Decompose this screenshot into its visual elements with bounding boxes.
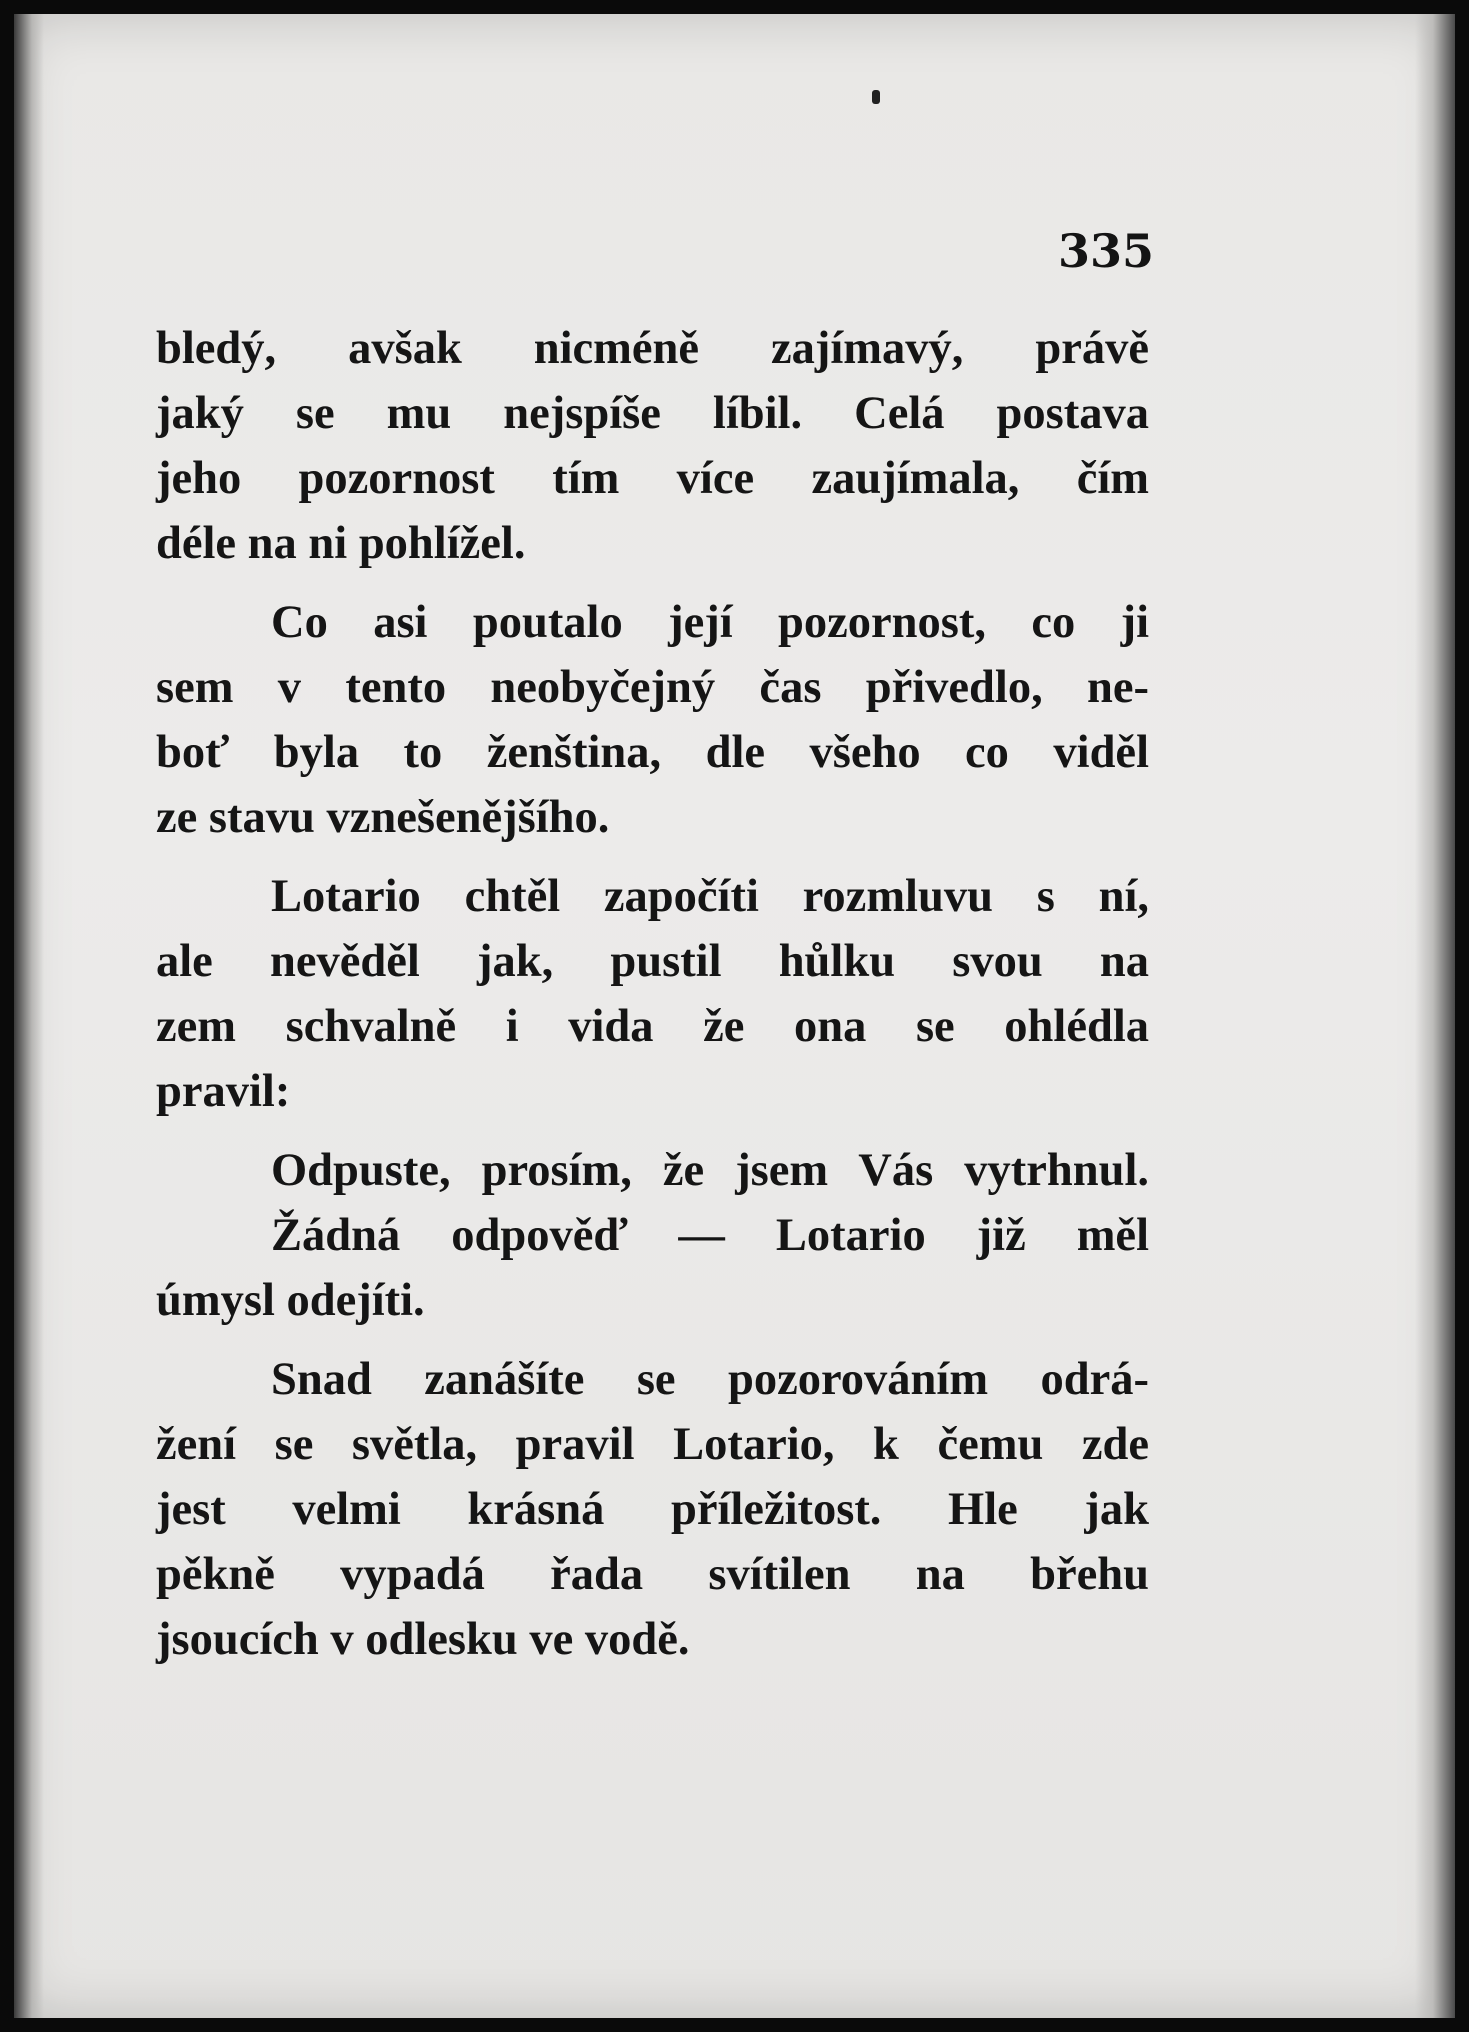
- paragraph: [156, 316, 1149, 576]
- text-line: ze stavu vznešenějšího.: [156, 792, 610, 843]
- text-line: ale nevěděl jak, pustil hůlku svou na: [156, 936, 1149, 987]
- paragraph: [156, 1347, 1149, 1672]
- paragraph-gap: [156, 850, 1149, 864]
- text-line: jaký se mu nejspíše líbil. Celá postava: [156, 388, 1149, 439]
- body-text: [156, 316, 1149, 1672]
- text-line: pravil:: [156, 1066, 291, 1117]
- page-left-edge-shadow: [14, 14, 44, 2018]
- text-line: žení se světla, pravil Lotario, k čemu zde: [156, 1419, 1149, 1470]
- book-page: [14, 14, 1455, 2018]
- text-line: boť byla to ženština, dle všeho co viděl: [156, 727, 1149, 778]
- paragraph-gap: [156, 1333, 1149, 1347]
- text-line: jest velmi krásná příležitost. Hle jak: [156, 1484, 1149, 1535]
- paragraph: [156, 590, 1149, 850]
- paragraph-gap: [156, 576, 1149, 590]
- text-line: jsoucích v odlesku ve vodě.: [156, 1614, 690, 1665]
- text-line: Odpuste, prosím, že jsem Vás vytrhnul.: [271, 1145, 1149, 1196]
- text-line: Žádná odpověď — Lotario již měl: [271, 1210, 1149, 1261]
- page-right-edge-shadow: [1415, 14, 1455, 2018]
- text-line: Lotario chtěl započíti rozmluvu s ní,: [271, 871, 1149, 922]
- paragraph: [156, 1203, 1149, 1333]
- text-line: Co asi poutalo její pozornost, co ji: [271, 597, 1149, 648]
- text-line: úmysl odejíti.: [156, 1275, 425, 1326]
- text-line: jeho pozornost tím více zaujímala, čím: [156, 453, 1149, 504]
- text-line: zem schvalně i vida že ona se ohlédla: [156, 1001, 1149, 1052]
- paragraph-gap: [156, 1124, 1149, 1138]
- paragraph: [156, 1138, 1149, 1203]
- text-line: déle na ni pohlížel.: [156, 518, 526, 569]
- text-line: Snad zanášíte se pozorováním odrá-: [271, 1354, 1149, 1405]
- page-number: 335: [1057, 224, 1154, 278]
- paragraph: [156, 864, 1149, 1124]
- text-line: bledý, avšak nicméně zajímavý, právě: [156, 323, 1149, 374]
- text-line: sem v tento neobyčejný čas přivedlo, ne-: [156, 662, 1149, 713]
- ink-speck: [872, 90, 880, 104]
- text-line: pěkně vypadá řada svítilen na břehu: [156, 1549, 1149, 1600]
